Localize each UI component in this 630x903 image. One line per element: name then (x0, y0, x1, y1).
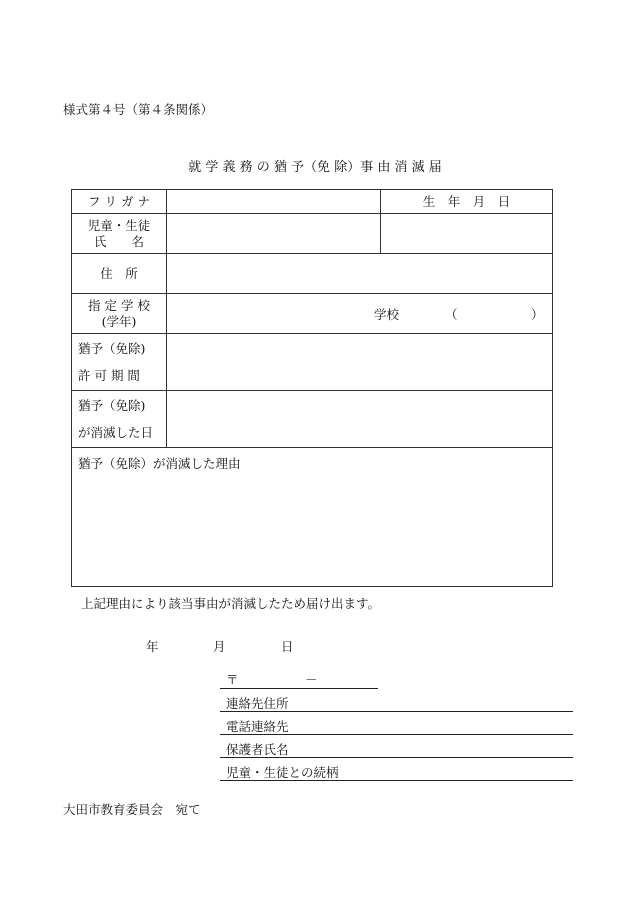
student-name-field[interactable] (167, 214, 381, 254)
guardian-name-line[interactable] (220, 757, 573, 758)
reason-label: 猶予（免除）が消滅した理由 (78, 456, 241, 471)
ended-date-label: 猶予（免除) が消滅した日 (72, 391, 167, 448)
furigana-label: フ リ ガ ナ (72, 190, 167, 214)
student-name-label: 児童・生徒 氏 名 (72, 214, 167, 254)
postal-dash: － (305, 672, 318, 687)
birthdate-field[interactable] (381, 214, 553, 254)
contact-phone-label: 電話連絡先 (226, 719, 289, 734)
birthdate-label: 生 年 月 日 (381, 190, 553, 214)
furigana-field[interactable] (167, 190, 381, 214)
document-title: 就 学 義 務 の 猶 予（免 除）事 由 消 滅 届 (188, 160, 442, 175)
date-year-label: 年 (146, 639, 159, 654)
permit-period-row (72, 334, 553, 391)
addressee: 大田市教育委員会 宛て (63, 802, 201, 817)
student-name-row (72, 214, 553, 254)
ended-date-field[interactable] (167, 391, 553, 448)
statement: 上記理由により該当事由が消滅したため届け出ます。 (81, 596, 381, 611)
permit-period-field[interactable] (167, 334, 553, 391)
date-day-label: 日 (281, 639, 294, 654)
form-table (71, 189, 553, 587)
postal-mark: 〒 (226, 672, 239, 687)
reason-field[interactable] (72, 448, 553, 587)
relation-label: 児童・生徒との続柄 (226, 765, 339, 780)
reason-row (72, 448, 553, 587)
form-code: 様式第４号（第４条関係） (63, 102, 214, 117)
date-month-label: 月 (213, 639, 226, 654)
contact-address-line[interactable] (220, 711, 573, 712)
school-field[interactable] (167, 294, 553, 334)
school-row (72, 294, 553, 334)
ended-date-row (72, 391, 553, 448)
contact-address-label: 連絡先住所 (226, 696, 289, 711)
address-field[interactable] (167, 254, 553, 294)
school-suffix: 学校 (374, 307, 400, 322)
grade-open-paren: （ (445, 307, 458, 322)
school-label: 指 定 学 校 (学年) (72, 294, 167, 334)
address-label: 住 所 (72, 254, 167, 294)
postal-code-line[interactable] (220, 688, 378, 689)
address-row (72, 254, 553, 294)
guardian-name-label: 保護者氏名 (226, 742, 289, 757)
grade-close-paren: ） (531, 307, 544, 322)
furigana-row (72, 190, 553, 214)
relation-line[interactable] (220, 780, 573, 781)
contact-phone-line[interactable] (220, 734, 573, 735)
permit-period-label: 猶予（免除) 許 可 期 間 (72, 334, 167, 391)
